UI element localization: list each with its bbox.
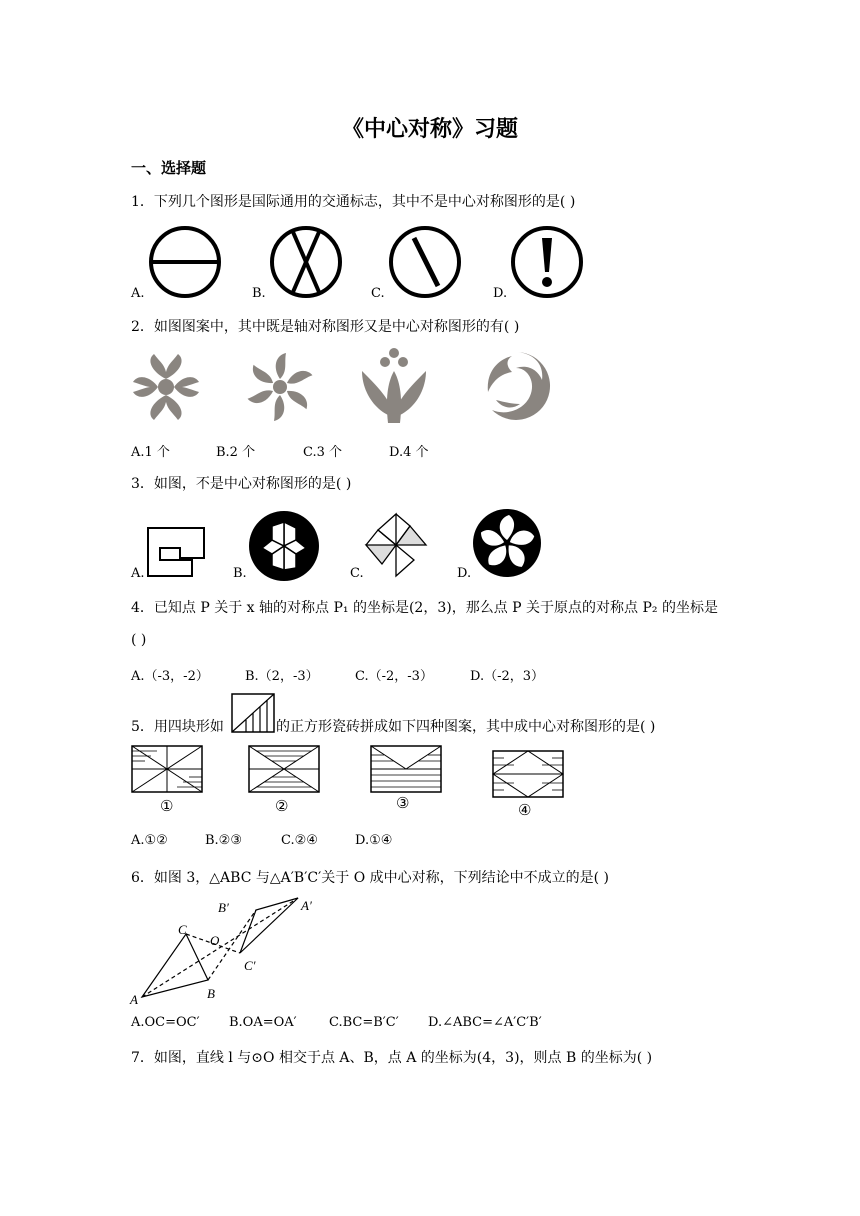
- tile-pattern-1: [131, 745, 203, 793]
- point-o-label: O: [210, 933, 220, 948]
- tile-pattern-3: [370, 745, 442, 793]
- q5-stem-after: 的正方形瓷砖拼成如下四种图案，其中成中心对称图形的是( ): [276, 719, 656, 735]
- circle-horizontal-bar-icon: [146, 224, 224, 300]
- q3-option-d[interactable]: D.: [457, 566, 472, 581]
- circle-x-icon: [267, 224, 345, 300]
- q2-option-d[interactable]: D.4 个: [389, 445, 429, 460]
- hexagram-cubes-circle-icon: [248, 510, 320, 582]
- tulip-icon: [358, 345, 430, 425]
- point-a-prime-label: A′: [301, 898, 312, 913]
- central-symmetry-triangles-diagram: [126, 890, 326, 1008]
- q5-option-c[interactable]: C.②④: [281, 833, 318, 848]
- q6-option-a[interactable]: A.OC=OC′: [131, 1015, 200, 1030]
- q2-stem: 2．如图图案中，其中既是轴对称图形又是中心对称图形的有( ): [131, 319, 520, 335]
- q5-stem-before: 5．用四块形如: [131, 719, 224, 735]
- q6-option-b[interactable]: B.OA=OA′: [229, 1015, 297, 1030]
- q6-stem: 6．如图 3，△ABC 与△A′B′C′关于 O 成中心对称，下列结论中不成立的是( ): [131, 870, 610, 886]
- q5-option-a[interactable]: A.①②: [131, 833, 168, 848]
- tile-pattern-2-label: ②: [275, 797, 289, 815]
- four-petal-pattern-icon: [130, 350, 202, 424]
- q1-option-c[interactable]: C.: [371, 286, 385, 301]
- q3-option-a[interactable]: A.: [131, 566, 145, 581]
- q4-option-a[interactable]: A.（-3，-2）: [131, 669, 209, 684]
- q2-option-b[interactable]: B.2 个: [216, 445, 256, 460]
- q3-stem: 3．如图，不是中心对称图形的是( ): [131, 476, 352, 492]
- tile-pattern-1-label: ①: [160, 797, 174, 815]
- point-c-prime-label: C′: [244, 958, 256, 973]
- tile-pattern-4-label: ④: [518, 801, 532, 819]
- q1-option-b[interactable]: B.: [252, 286, 266, 301]
- q4-option-d[interactable]: D.（-2，3）: [470, 669, 545, 684]
- tile-pattern-4: [492, 750, 564, 798]
- q5-option-b[interactable]: B.②③: [205, 833, 242, 848]
- s-shape-outline-icon: [146, 526, 206, 578]
- tile-pattern-2: [248, 745, 320, 793]
- circle-slash-icon: [386, 224, 464, 300]
- q4-option-c[interactable]: C.（-2，-3）: [355, 669, 433, 684]
- q3-option-c[interactable]: C.: [350, 566, 364, 581]
- q1-option-d[interactable]: D.: [493, 286, 508, 301]
- q2-option-c[interactable]: C.3 个: [303, 445, 343, 460]
- page-title: 《中心对称》习题: [341, 116, 518, 142]
- q3-option-b[interactable]: B.: [233, 566, 247, 581]
- q6-option-c[interactable]: C.BC=B′C′: [329, 1015, 399, 1030]
- section-heading: 一、选择题: [131, 159, 207, 177]
- q7-stem: 7．如图，直线 l 与⊙O 相交于点 A、B，点 A 的坐标为(4，3)，则点 B 的坐标为( ): [131, 1050, 653, 1066]
- q2-option-a[interactable]: A.1 个: [131, 445, 170, 460]
- tile-pattern-3-label: ③: [396, 794, 410, 812]
- pinwheel-flower-icon: [244, 350, 316, 424]
- q1-option-a[interactable]: A.: [131, 286, 145, 301]
- point-c-label: C: [178, 922, 187, 937]
- circle-exclamation-icon: [508, 224, 586, 300]
- swirl-circle-icon: [482, 348, 554, 424]
- q4-option-b[interactable]: B.（2，-3）: [245, 669, 319, 684]
- q4-stem: 4．已知点 P 关于 x 轴的对称点 P₁ 的坐标是(2，3)，那么点 P 关于原点的对称点 P₂ 的坐标是: [131, 600, 718, 616]
- windmill-icon: [364, 510, 428, 580]
- q1-stem: 1．下列几个图形是国际通用的交通标志，其中不是中心对称图形的是( ): [131, 194, 576, 210]
- bauhinia-flower-icon: [472, 508, 542, 578]
- point-a-label: A: [130, 992, 138, 1007]
- q4-paren: ( ): [131, 632, 147, 648]
- q5-option-d[interactable]: D.①④: [355, 833, 393, 848]
- q6-option-d[interactable]: D.∠ABC=∠A′C′B′: [428, 1015, 542, 1030]
- point-b-label: B: [207, 986, 215, 1001]
- point-b-prime-label: B′: [218, 900, 229, 915]
- hatched-square-tile-icon: [231, 693, 275, 733]
